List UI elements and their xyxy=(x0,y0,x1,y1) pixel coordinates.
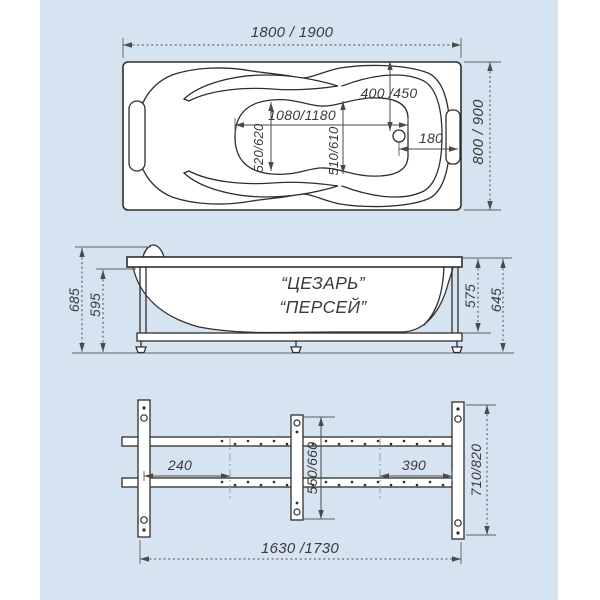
dim-total-height-left: 685 xyxy=(66,287,82,313)
overflow-step xyxy=(446,110,460,164)
dim-drain-from-end: 400 /450 xyxy=(360,85,418,101)
dim-overall-width: 800 / 900 xyxy=(470,99,487,165)
headrest xyxy=(129,101,145,171)
dim-drain-offset: 180 xyxy=(418,130,444,146)
dim-bowl-width-right: 510/610 xyxy=(326,126,341,176)
dim-rim-to-frame: 575 xyxy=(462,283,478,309)
dim-frame-length: 1630 /1730 xyxy=(260,540,340,557)
frame-rail-profile xyxy=(137,333,462,341)
dim-frame-width: 710/820 xyxy=(468,443,484,497)
model-name-1: “ЦЕЗАРЬ” xyxy=(281,273,365,293)
dim-bowl-length: 1080/1180 xyxy=(268,107,336,123)
dim-total-height-right: 645 xyxy=(488,287,504,313)
dim-overall-length: 1800 / 1900 xyxy=(250,24,334,41)
drain-hole xyxy=(393,130,405,142)
model-name-2: “ПЕРСЕЙ” xyxy=(279,297,367,317)
dim-left-hole-offset: 240 xyxy=(167,457,193,473)
tub-rim-profile xyxy=(127,257,462,267)
dim-center-crossbar-span: 550/660 xyxy=(304,441,320,495)
dim-right-hole-offset: 390 xyxy=(401,457,427,473)
dim-rim-height-left: 595 xyxy=(87,292,103,318)
dim-bowl-width-left: 520/620 xyxy=(251,123,266,173)
